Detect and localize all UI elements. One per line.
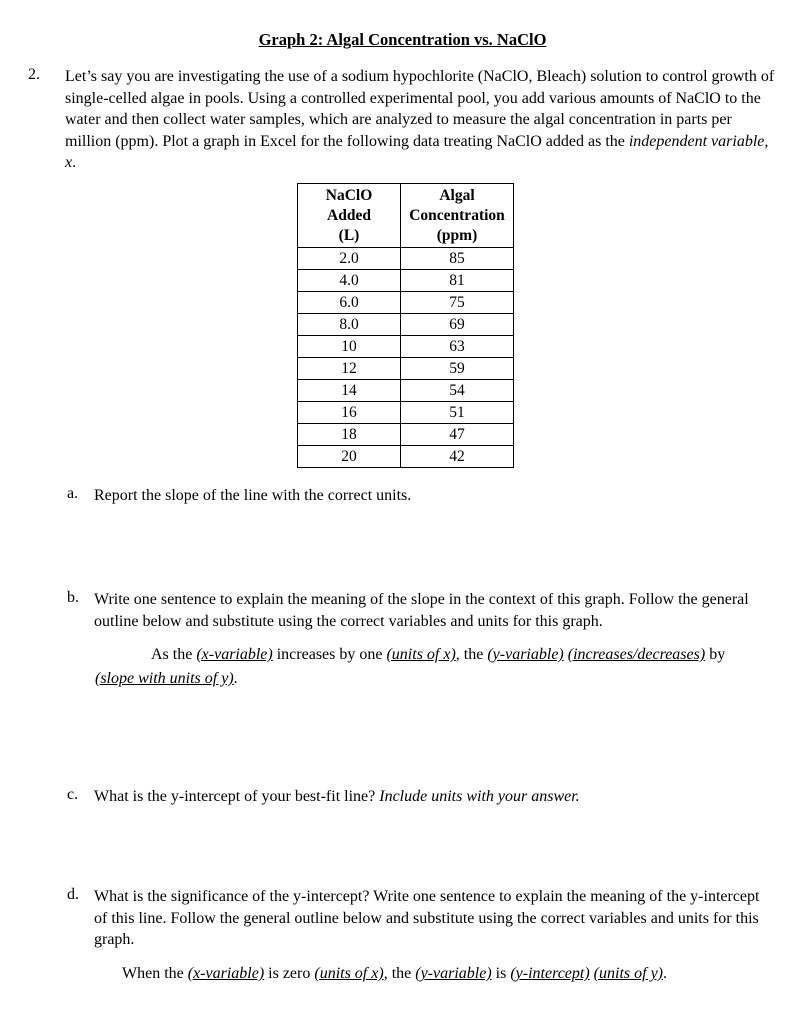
algal-cell: 81 — [401, 270, 514, 292]
naclo-cell: 18 — [298, 424, 401, 446]
header-col1-line2: Added — [327, 207, 371, 224]
header-col2-line2: Concentration — [409, 207, 505, 224]
table-row — [298, 402, 514, 424]
table-row — [298, 248, 514, 270]
intercept-outline — [122, 962, 782, 986]
part-b-text: Write one sentence to explain the meaning of the slope in the context of this graph. Follow the general outline below and substitute using the correct variables and units for this graph. — [94, 591, 749, 630]
slope-y-variable: (y-variable) — [487, 646, 564, 663]
algal-cell: 85 — [401, 248, 514, 270]
question-number: 2. — [28, 66, 40, 83]
algal-cell: 63 — [401, 336, 514, 358]
table-row — [298, 446, 514, 468]
naclo-cell: 6.0 — [298, 292, 401, 314]
naclo-cell: 16 — [298, 402, 401, 424]
algal-cell: 59 — [401, 358, 514, 380]
part-a-text: Report the slope of the line with the correct units. — [94, 487, 412, 504]
algal-cell: 51 — [401, 402, 514, 424]
intercept-outline-t6: . — [663, 965, 667, 982]
naclo-cell: 10 — [298, 336, 401, 358]
part-c-text-italic: Include units with your answer. — [379, 788, 580, 805]
slope-units-x: (units of x) — [386, 646, 456, 663]
algal-cell: 69 — [401, 314, 514, 336]
table-row — [298, 314, 514, 336]
header-naclo-added — [298, 184, 401, 248]
table-row — [298, 336, 514, 358]
intercept-outline-t3: , the — [383, 965, 416, 982]
header-col2-line1: Algal — [439, 187, 475, 204]
header-col2-line3: (ppm) — [436, 227, 478, 244]
intercept-units-y: (units of y) — [593, 965, 663, 982]
slope-increases-decreases: (increases/decreases) — [567, 646, 706, 663]
algal-cell: 42 — [401, 446, 514, 468]
table-row — [298, 270, 514, 292]
part-d-text: What is the significance of the y-intercept? Write one sentence to explain the meaning of the y-intercept of this line. Follow the general outline below and substitute using the correct variables and units for this graph. — [94, 888, 760, 948]
intercept-y-variable: (y-variable) — [415, 965, 492, 982]
algal-cell: 47 — [401, 424, 514, 446]
part-c-letter: c. — [67, 786, 79, 803]
table-row — [298, 424, 514, 446]
algal-cell: 75 — [401, 292, 514, 314]
question-text-italic: independent variable, x — [65, 132, 769, 171]
slope-outline-t5: by — [705, 646, 726, 663]
naclo-cell: 12 — [298, 358, 401, 380]
intercept-y-intercept: (y-intercept) — [510, 965, 590, 982]
part-a-letter: a. — [67, 485, 79, 502]
part-d-letter: d. — [67, 886, 79, 903]
slope-x-variable: (x-variable) — [196, 646, 273, 663]
naclo-cell: 8.0 — [298, 314, 401, 336]
slope-outline — [95, 643, 785, 691]
naclo-cell: 2.0 — [298, 248, 401, 270]
intercept-outline-t4: is — [491, 965, 511, 982]
header-col1-line3: (L) — [338, 227, 360, 244]
naclo-cell: 20 — [298, 446, 401, 468]
intercept-x-variable: (x-variable) — [187, 965, 265, 982]
table-row — [298, 292, 514, 314]
naclo-cell: 4.0 — [298, 270, 401, 292]
slope-outline-t6: . — [233, 670, 238, 687]
header-algal-concentration — [401, 184, 514, 248]
question-text-main: Let’s say you are investigating the use of a sodium hypochlorite (NaClO, Bleach) solution to control growth of single-celled algae in pools. Using a controlled experimental pool, you add various amounts of NaClO to the water and then collect water samples, which are analyzed to measure the algal concentration in parts per million (ppm). Plot a graph in Excel for the following data treating NaClO added as the — [65, 68, 775, 150]
part-c-text-main: What is the y-intercept of your best-fit line? — [94, 788, 380, 805]
question-text — [65, 66, 777, 174]
slope-with-units-y: (slope with units of y) — [95, 670, 234, 687]
slope-outline-t2: increases by one — [272, 646, 387, 663]
part-c-text — [94, 786, 774, 808]
slope-outline-t3: , the — [455, 646, 488, 663]
algal-cell: 54 — [401, 380, 514, 402]
part-b-letter: b. — [67, 589, 79, 606]
naclo-cell: 14 — [298, 380, 401, 402]
intercept-outline-t1: When the — [122, 965, 188, 982]
slope-outline-t1: As the — [151, 646, 197, 663]
table-row — [298, 358, 514, 380]
data-table — [297, 183, 514, 468]
question-text-end: . — [72, 154, 77, 171]
intercept-outline-t2: is zero — [264, 965, 315, 982]
page-title: Graph 2: Algal Concentration vs. NaClO — [258, 30, 547, 49]
intercept-units-x: (units of x) — [314, 965, 384, 982]
table-row — [298, 380, 514, 402]
header-col1-line1: NaClO — [325, 187, 373, 204]
